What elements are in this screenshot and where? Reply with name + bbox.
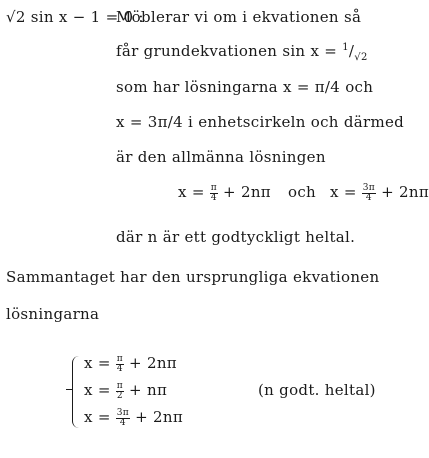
intro-line-1: Möblerar vi om i ekvationen så [116, 8, 362, 26]
intro-line-4-value: 3π/4 [147, 113, 183, 131]
intro-line-3-och: och [340, 78, 374, 96]
intro-line-2-text: får grundekvationen sin x = [116, 42, 343, 60]
gs1-numerator: π [210, 182, 217, 193]
sr3-numerator: 3π [116, 407, 130, 418]
sr1-denominator: 4 [116, 363, 123, 374]
intro-line-2 [116, 42, 368, 63]
summary-line-2: lösningarna [6, 305, 100, 323]
sr2-fraction [116, 382, 124, 401]
system-note: (n godt. heltal) [258, 381, 376, 399]
gs1-x: x = [178, 183, 210, 201]
intro-line-3 [116, 78, 373, 96]
gs2-fraction [362, 184, 376, 203]
system-brace-tip [66, 389, 72, 390]
system-row-1 [84, 354, 177, 374]
intro-line-4-x: x = [116, 113, 148, 131]
sr3-denominator: 4 [119, 417, 126, 428]
intro-line-4 [116, 113, 404, 131]
gs2-denominator: 4 [365, 192, 372, 203]
system-row-3 [84, 408, 183, 428]
intro-line-3-value: π/4 [314, 78, 341, 96]
system-brace [72, 356, 81, 428]
sr1-fraction [116, 355, 124, 374]
intro-line-2-denominator: √2 [354, 52, 368, 63]
sr1-x: x = [84, 354, 116, 372]
general-solution-2 [330, 183, 429, 203]
sr1-numerator: π [116, 353, 123, 364]
sr1-rest: + 2nπ [123, 354, 177, 372]
gs1-fraction [210, 184, 218, 203]
sr2-denominator: 2 [116, 390, 123, 401]
intro-line-4-text: i enhetscirkeln och därmed [182, 113, 405, 131]
sr3-rest: + 2nπ [130, 408, 183, 426]
intro-line-2-slash: / [348, 42, 355, 60]
general-note: där n är ett godtyckligt heltal. [116, 228, 356, 246]
summary-line-1: Sammantaget har den ursprungliga ekvationen [6, 268, 380, 286]
general-solution-1 [178, 183, 271, 203]
sr2-rest: + nπ [123, 381, 168, 399]
sr2-x: x = [84, 381, 116, 399]
intro-line-2-numerator: 1 [342, 42, 349, 53]
general-och: och [288, 183, 316, 201]
intro-line-5: är den allmänna lösningen [116, 148, 326, 166]
sr2-numerator: π [116, 380, 123, 391]
gs1-rest: + 2nπ [217, 183, 271, 201]
gs1-denominator: 4 [210, 192, 217, 203]
intro-line-3-text: som har lösningarna x = [116, 78, 315, 96]
gs2-x: x = [330, 183, 362, 201]
system-row-2 [84, 381, 167, 401]
sr3-x: x = [84, 408, 116, 426]
gs2-numerator: 3π [362, 182, 376, 193]
sr3-fraction [116, 409, 130, 428]
gs2-rest: + 2nπ [376, 183, 429, 201]
original-equation: √2 sin x − 1 = 0 : [6, 8, 144, 26]
